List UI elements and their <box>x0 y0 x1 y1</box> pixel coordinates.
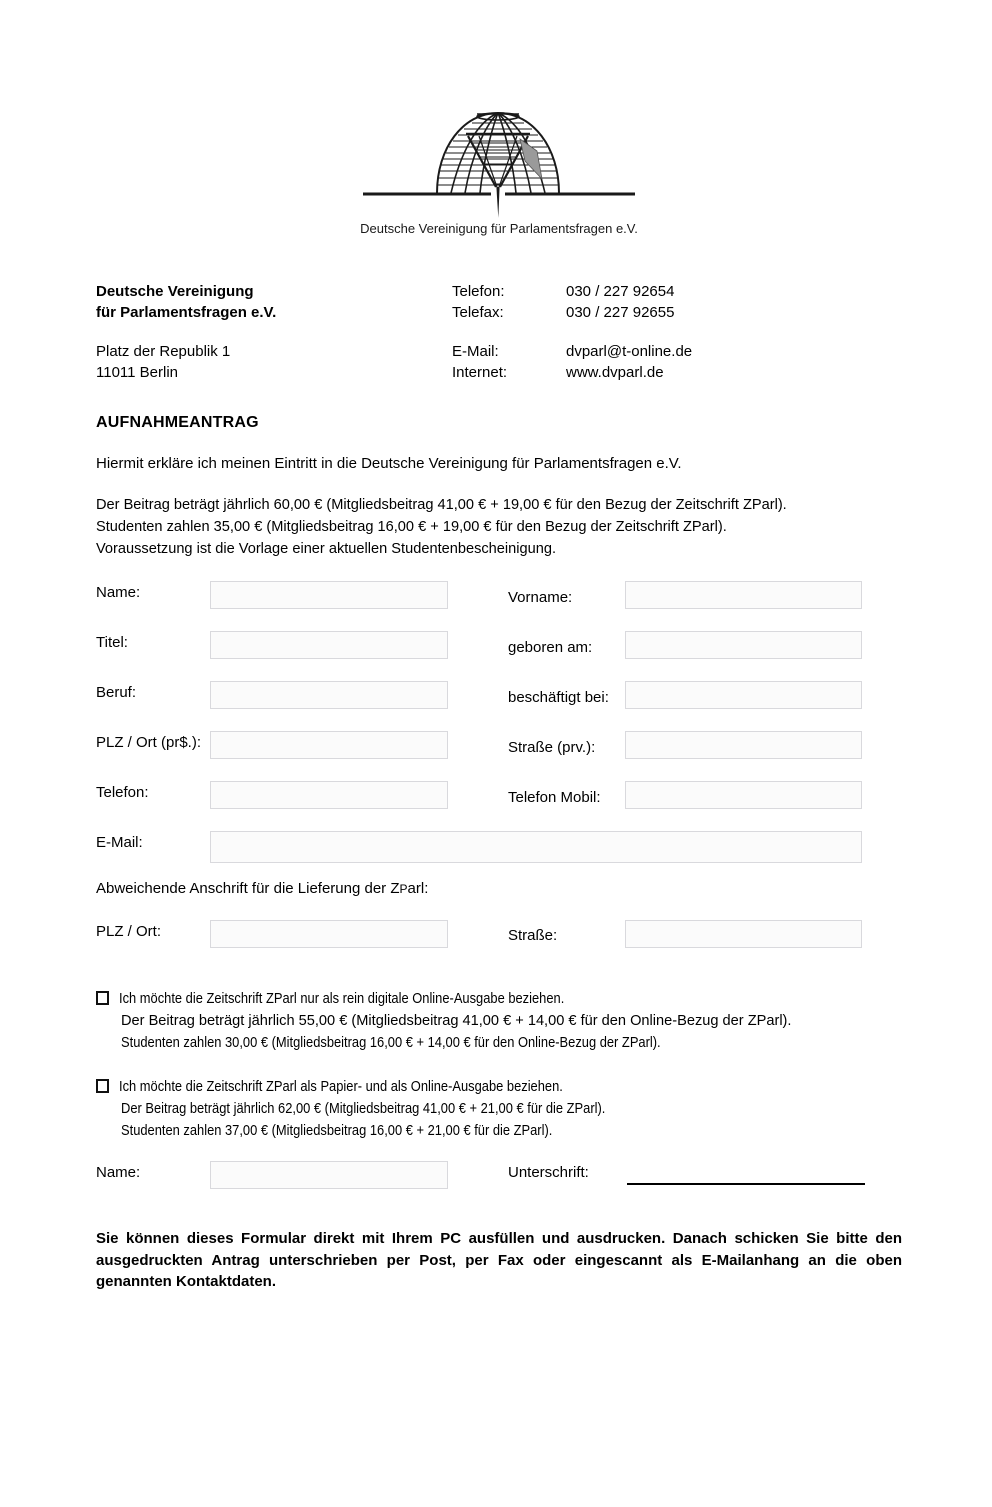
fees-line-2: Studenten zahlen 35,00 € (Mitgliedsbeitrag 16,00 € + 19,00 € für den Bezug der Zeitschrift ZParl). <box>96 519 727 535</box>
contact-spacer <box>96 323 902 341</box>
gap <box>448 781 508 809</box>
page-title: AUFNAHMEANTRAG <box>96 414 259 431</box>
intro-text: Hiermit erkläre ich meinen Eintritt in die Deutsche Vereinigung für Parlamentsfragen e.V. <box>96 455 682 472</box>
org-name-line1: Deutsche Vereinigung <box>96 283 254 300</box>
input-titel[interactable] <box>210 631 448 659</box>
label-beschaeftigt-bei: beschäftigt bei: <box>508 688 609 706</box>
option2-line3: Studenten zahlen 37,00 € (Mitgliedsbeitrag 16,00 € + 21,00 € für die ZParl). <box>121 1122 553 1139</box>
delivery-heading-suffix: arl: <box>407 880 429 897</box>
signature-line <box>627 1161 865 1185</box>
input-vorname[interactable] <box>625 581 862 609</box>
delivery-address-heading <box>96 880 902 897</box>
delivery-heading-prefix: Abweichende Anschrift für die Lieferung der Z <box>96 880 400 897</box>
label-unterschrift: Unterschrift: <box>508 1164 589 1181</box>
org-address-line2: 11011 Berlin <box>96 364 179 381</box>
form-row-titel-geboren <box>96 631 902 659</box>
gap <box>448 731 508 759</box>
input-beruf[interactable] <box>210 681 448 709</box>
form-row-telefon-mobil <box>96 781 902 809</box>
fees-line-3: Voraussetzung ist die Vorlage einer aktuellen Studentenbescheinigung. <box>96 541 557 557</box>
form-row-beruf-beschaeftigt <box>96 681 902 709</box>
org-name-line2: für Parlamentsfragen e.V. <box>96 304 277 321</box>
label-signature-name: Name: <box>96 1164 141 1181</box>
logo-block <box>96 103 902 237</box>
contact-value-email: dvparl@t-online.de <box>566 343 693 360</box>
delivery-heading-smallcap: P <box>399 882 408 896</box>
input-beschaeftigt-bei[interactable] <box>625 681 862 709</box>
label-zparl-plz-ort: PLZ / Ort: <box>96 923 162 940</box>
input-zparl-strasse[interactable] <box>625 920 862 948</box>
contact-value-telefax: 030 / 227 92655 <box>566 304 675 321</box>
label-beruf: Beruf: <box>96 684 137 701</box>
label-vorname: Vorname: <box>508 588 573 606</box>
label-geboren-am: geboren am: <box>508 638 593 656</box>
option2-line1: Ich möchte die Zeitschrift ZParl als Papier- und als Online-Ausgabe beziehen. <box>119 1078 563 1095</box>
input-telefon[interactable] <box>210 781 448 809</box>
label-telefon-mobil: Telefon Mobil: <box>508 788 601 806</box>
input-geboren-am[interactable] <box>625 631 862 659</box>
signature-row <box>96 1161 902 1189</box>
fees-paragraph <box>96 494 902 560</box>
contact-block <box>96 281 902 383</box>
contact-label-telefon: Telefon: <box>452 283 505 300</box>
input-name[interactable] <box>210 581 448 609</box>
gap <box>448 581 508 609</box>
application-form-page <box>0 103 992 1293</box>
input-email[interactable] <box>210 831 862 863</box>
logo-caption: Deutsche Vereinigung für Parlamentsfragen e.V. <box>360 221 638 236</box>
checkbox-paper-and-online[interactable] <box>96 1079 109 1093</box>
input-signature-name[interactable] <box>210 1161 448 1189</box>
option1-line1: Ich möchte die Zeitschrift ZParl nur als rein digitale Online-Ausgabe beziehen. <box>119 990 565 1007</box>
label-zparl-strasse: Straße: <box>508 926 558 944</box>
input-strasse-prv[interactable] <box>625 731 862 759</box>
gap <box>448 920 508 948</box>
option1-line2: Der Beitrag beträgt jährlich 55,00 € (Mitgliedsbeitrag 41,00 € + 14,00 € für den Online-Bezug der ZParl). <box>121 1013 792 1029</box>
checkbox-online-only[interactable] <box>96 991 109 1005</box>
contact-value-telefon: 030 / 227 92654 <box>566 283 675 300</box>
delivery-address-row <box>96 920 902 948</box>
label-plz-ort-prv: PLZ / Ort (pr$.): <box>96 734 202 751</box>
input-zparl-plz-ort[interactable] <box>210 920 448 948</box>
org-address-line1: Platz der Republik 1 <box>96 343 231 360</box>
input-telefon-mobil[interactable] <box>625 781 862 809</box>
contact-value-internet: www.dvparl.de <box>566 364 664 381</box>
contact-label-telefax: Telefax: <box>452 304 504 321</box>
contact-label-internet: Internet: <box>452 364 508 381</box>
contact-label-email: E-Mail: <box>452 343 499 360</box>
label-telefon: Telefon: <box>96 784 149 801</box>
form-row-name-vorname <box>96 581 902 609</box>
label-strasse-prv: Straße (prv.): <box>508 738 596 756</box>
gap <box>448 631 508 659</box>
option-online-only <box>96 988 902 1054</box>
input-plz-ort-prv[interactable] <box>210 731 448 759</box>
option-paper-and-online <box>96 1076 902 1142</box>
personal-data-form <box>96 581 902 863</box>
label-email: E-Mail: <box>96 834 143 851</box>
form-row-plz-strasse <box>96 731 902 759</box>
reichstag-dome-icon <box>363 103 635 219</box>
gap <box>448 681 508 709</box>
fees-line-1: Der Beitrag beträgt jährlich 60,00 € (Mitgliedsbeitrag 41,00 € + 19,00 € für den Bezug der Zeitschrift ZParl). <box>96 497 787 513</box>
option1-line3: Studenten zahlen 30,00 € (Mitgliedsbeitrag 16,00 € + 14,00 € für den Online-Bezug der ZParl). <box>121 1034 661 1051</box>
option2-line2: Der Beitrag beträgt jährlich 62,00 € (Mitgliedsbeitrag 41,00 € + 21,00 € für die ZParl). <box>121 1100 606 1117</box>
form-row-email <box>96 831 902 863</box>
label-titel: Titel: <box>96 634 128 651</box>
footer-instructions: Sie können dieses Formular direkt mit Ihrem PC ausfüllen und ausdrucken. Danach schicken Sie bitte den ausgedruckten Antrag unterschrieben per Post, per Fax oder eingescannt als E-Mailanhang an die oben genannten Kontaktdaten. <box>96 1230 902 1290</box>
label-name: Name: <box>96 584 141 601</box>
